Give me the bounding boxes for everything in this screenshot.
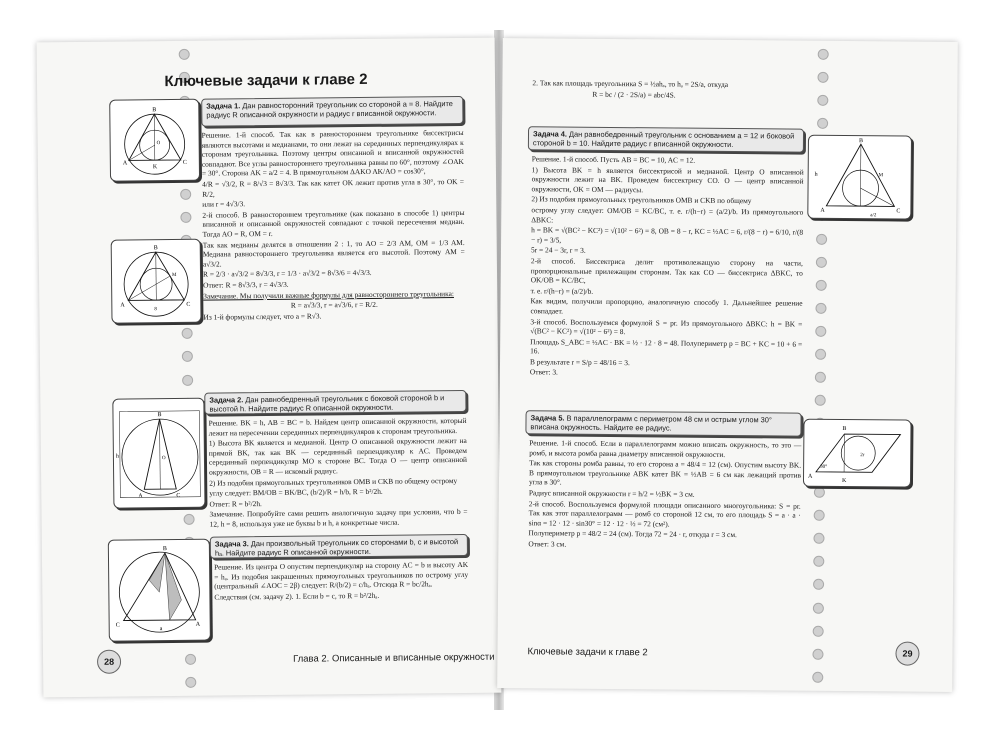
- svg-text:B: B: [842, 426, 847, 433]
- svg-text:M: M: [172, 272, 177, 279]
- task-label: Задача 2.: [209, 395, 244, 405]
- right-page: [497, 38, 958, 692]
- page-number: 28: [97, 650, 121, 674]
- figure-task1-a: [109, 99, 200, 182]
- remark: Замечание. Мы получили важные формулы для равностороннего треугольника:: [203, 288, 454, 301]
- paragraph: 3-й способ. Воспользуемся формулой S = pr. Из прямоугольного ΔBKC: h = BK = √(BC² − KC²) = √(10² − 6²) = 8.: [530, 316, 803, 337]
- paragraph: Так как стороны ромба равны, то его сторона a = 48/4 = 12 (см). Опустим высоту BK. В прямоугольном треугольнике ABK катет BK = ½AB = 6 см как лежащий против угла в 30°.: [528, 458, 802, 487]
- svg-text:8: 8: [154, 307, 157, 313]
- figure-task5: [803, 419, 912, 488]
- task-statement: Дан равнобедренный треугольник с основанием a = 12 и боковой стороной b = 10. Найдите радиус r вписанной окружности.: [532, 129, 795, 150]
- formula: R = a√3/3, r = a√3/6, r = R/2.: [290, 299, 378, 310]
- task1-header: [201, 96, 463, 127]
- remark: Замечание. Попробуйте сами решить аналогичную задачу при условии, что b = 12, h = 8, используя уже не буквы b и h, а конкретные числа.: [209, 507, 468, 529]
- paragraph: 4/R = √3/2, R = 8/√3 = 8√3/3. Так как катет OK лежит против угла в 30°, то OK = R/2,: [202, 176, 465, 199]
- paragraph: 1) Высота BK является и медианой. Центр O описанной окружности лежит на прямой BK, так как BK — серединный перпендикуляр к AC. Проведем серединный перпендикуляр MO к стороне BC. Тогда O — центр описанной окружности, OB = R — искомый радиус.: [208, 436, 468, 477]
- page-footer: Глава 2. Описанные и вписанные окружности: [292, 651, 495, 665]
- paragraph: 2-й способ. Биссектриса делит противолежащую сторону на части, пропорциональные прилежащим сторонам. Так как CO — биссектриса ΔBKC, то OK/OB = KC/BC,: [530, 256, 803, 285]
- svg-text:A: A: [120, 302, 125, 309]
- paragraph: Площадь S_ABC = ½AC · BK = ½ · 12 · 8 = 48. Полупериметр p = BC + KC = 10 + 6 = 16.: [530, 336, 803, 356]
- task4-solution: [530, 154, 804, 380]
- task5-header: [525, 410, 801, 436]
- svg-text:A: A: [820, 207, 825, 214]
- figure-task3: [108, 539, 211, 642]
- svg-text:A: A: [195, 621, 201, 628]
- page-footer: Ключевые задачи к главе 2: [527, 646, 648, 659]
- task-label: Задача 4.: [532, 129, 568, 139]
- paragraph: В результате r = S/p = 48/16 = 3.: [529, 357, 630, 368]
- svg-text:C: C: [176, 492, 181, 499]
- paragraph: 2) Из подобия прямоугольных треугольников OMB и CKB по общему острому: [209, 475, 458, 488]
- figure-task4: [807, 135, 912, 220]
- paragraph: Решение. 1-й способ. Пусть AB = BC = 10, AC = 12.: [531, 154, 696, 165]
- paragraph: Радиус вписанной окружности r = h/2 = ½BK = 3 см.: [528, 488, 695, 499]
- svg-text:C: C: [896, 208, 901, 215]
- paragraph: R = 2/3 · a√3/2 = 8√3/3, r = 1/3 · a√3/2 = 8√3/6 = 4√3/3.: [202, 268, 372, 279]
- svg-text:K: K: [841, 478, 847, 485]
- task-label: Задача 1.: [206, 101, 241, 111]
- svg-text:O: O: [156, 141, 161, 147]
- svg-text:K: K: [152, 164, 158, 171]
- svg-text:a: a: [159, 626, 163, 633]
- answer: Ответ: 3.: [529, 367, 558, 377]
- task3-solution: [214, 560, 468, 603]
- task2-header: [204, 390, 466, 415]
- figure-task2: [112, 398, 205, 509]
- paragraph: Полупериметр p = 48/2 = 24 (см). Тогда 72 = 24 · r, откуда r = 3 см.: [528, 528, 737, 540]
- svg-text:B: B: [152, 107, 157, 114]
- paragraph: или r = 4√3/3.: [202, 199, 246, 209]
- svg-text:h: h: [814, 171, 818, 178]
- paragraph: Так как медианы делятся в отношении 2 : 1, то AO = 2/3 AM, OM = 1/3 AM. Медиана равностороннего треугольника является его высотой. Поэтому AM = a√3/2.: [202, 237, 465, 269]
- svg-text:A: A: [808, 473, 813, 480]
- task-statement: Дан равносторонний треугольник со стороной a = 8. Найдите радиус R описанной окружности и радиус r вписанной окружности.: [206, 99, 453, 120]
- svg-text:2r: 2r: [860, 453, 865, 459]
- svg-text:C: C: [186, 301, 191, 308]
- task1-solution: [202, 128, 466, 323]
- svg-text:h: h: [115, 453, 119, 460]
- svg-text:B: B: [157, 412, 162, 419]
- paragraph: Следствия (см. задачу 2). 1. Если b = c, то R = b²/2hₐ.: [214, 590, 380, 602]
- paragraph: 2. Так как площадь треугольника S = ½ahₐ, то hₐ = 2S/a, откуда: [532, 78, 729, 89]
- page-number: 29: [895, 641, 919, 665]
- svg-text:B: B: [153, 245, 158, 252]
- paragraph: Решение. 1-й способ. Так как в равностороннем треугольнике биссектрисы являются высотами и медианами, то они лежат на серединных перпендикулярах к сторонам треугольника. Поэтому центры описанной и вписанной окружностей совпадают. Все углы равностороннего треугольника равны по 60°, поэтому ∠OAK = 30°. Сторона AK = a/2 = 4. В прямоугольном ΔAKO AK/AO = cos30°,: [201, 127, 464, 179]
- task-statement: Дан равнобедренный треугольник с боковой стороной b и высотой h. Найдите радиус R описанной окружности.: [209, 393, 445, 414]
- paragraph: h = BK = √(BC² − KC²) = √(10² − 6²) = 8, OB = 8 − r, KC = ½AC = 6, r/(8 − r) = 6/10, r/(8 − r) = 3/5,: [531, 225, 804, 245]
- task4-header: [528, 126, 804, 152]
- svg-text:A: A: [122, 160, 128, 167]
- paragraph: 1) Высота BK = h является биссектрисой и медианой. Центр O вписанной окружности лежит на BK. Проведем биссектрису CO. O — центр вписанной окружности, OK = OM — радиусы.: [531, 164, 804, 195]
- paragraph: Как видим, получили пропорцию, аналогичную способу 1. Дальнейшее решение совпадает.: [530, 296, 803, 316]
- task2-solution: [209, 416, 468, 530]
- paragraph: Решение. Из центра O опустим перпендикуляр на сторону AC = b и высоту AK = hₐ. Из подобия закрашенных прямоугольных треугольников по острому углу (центральный ∠AOC = 2β) следует: R/(b/2) = c/hₐ. Отсюда R = bc/2hₐ.: [214, 559, 469, 591]
- task-label: Задача 3.: [214, 539, 249, 549]
- paragraph: Из 1-й формулы следует, что a = R√3.: [203, 311, 322, 322]
- answer: Ответ: R = 8√3/3, r = 4√3/3.: [203, 279, 289, 290]
- page-title: Ключевые задачи к главе 2: [164, 70, 368, 91]
- paragraph: т. е. r/(h−r) = (a/2)/b.: [530, 285, 594, 296]
- svg-text:C: C: [182, 159, 187, 166]
- formula: R = bc / (2 · 2S/a) = abc/4S.: [592, 89, 676, 100]
- paragraph: Решение. BK = h, AB = BC = b. Найдем центр описанной окружности, который лежит на пересечении серединных перпендикуляров к сторонам треугольника.: [208, 415, 467, 438]
- task-statement: Дан произвольный треугольник со сторонами b, c и высотой hₐ. Найдите радиус R описанной окружности.: [214, 537, 459, 558]
- answer: Ответ: R = b²/2h.: [209, 498, 262, 509]
- paragraph: 5r = 24 − 3r, r = 3.: [530, 245, 586, 256]
- svg-text:M: M: [878, 173, 884, 179]
- answer: Ответ: 3 см.: [528, 539, 567, 549]
- paragraph: 2-й способ. В равностороннем треугольнике (как показано в способе 1) центры вписанной и описанной окружностей совпадают с точкой пересечения медиан. Тогда AO = R, OM = r.: [202, 207, 465, 239]
- svg-text:A: A: [138, 493, 143, 500]
- svg-text:C: C: [115, 622, 120, 629]
- paragraph: углу следует: BM/OB = BK/BC, (b/2)/R = h/b, R = b²/2h.: [209, 486, 383, 498]
- task5-solution: [528, 438, 801, 552]
- svg-text:30°: 30°: [820, 464, 828, 470]
- paragraph: Решение. 1-й способ. Если в параллелограмм можно вписать окружность, то это — ромб, и высота ромба равна диаметру вписанной окружности.: [529, 438, 802, 459]
- figure-task1-b: [111, 239, 202, 324]
- task3-header: [210, 534, 468, 559]
- svg-text:B: B: [858, 138, 864, 145]
- paragraph: острому углу следует: OM/OB = KC/BC, т. е. r/(h−r) = (a/2)/b. Из прямоугольного ΔBKC:: [531, 205, 804, 225]
- svg-text:B: B: [162, 546, 167, 553]
- task3-continuation: [532, 78, 802, 102]
- svg-text:a/2: a/2: [870, 213, 877, 219]
- paragraph: 2) Из подобия прямоугольных треугольников OMB и CKB по общему: [531, 194, 752, 206]
- paragraph: 2-й способ. Воспользуемся формулой площади описанного многоугольника: S = pr. Так как этот параллелограмм — ромб со стороной 12 см, то его площадь S = a · a · sinα = 12 · 12 · sin30° = 12 · 12 · ½ = 72 (см²).: [528, 498, 801, 529]
- task-statement: В параллелограмм с периметром 48 см и острым углом 30° вписана окружность. Найдите ее радиус.: [530, 413, 772, 433]
- left-page: [37, 38, 502, 698]
- svg-text:O: O: [161, 456, 166, 462]
- task-label: Задача 5.: [530, 413, 565, 423]
